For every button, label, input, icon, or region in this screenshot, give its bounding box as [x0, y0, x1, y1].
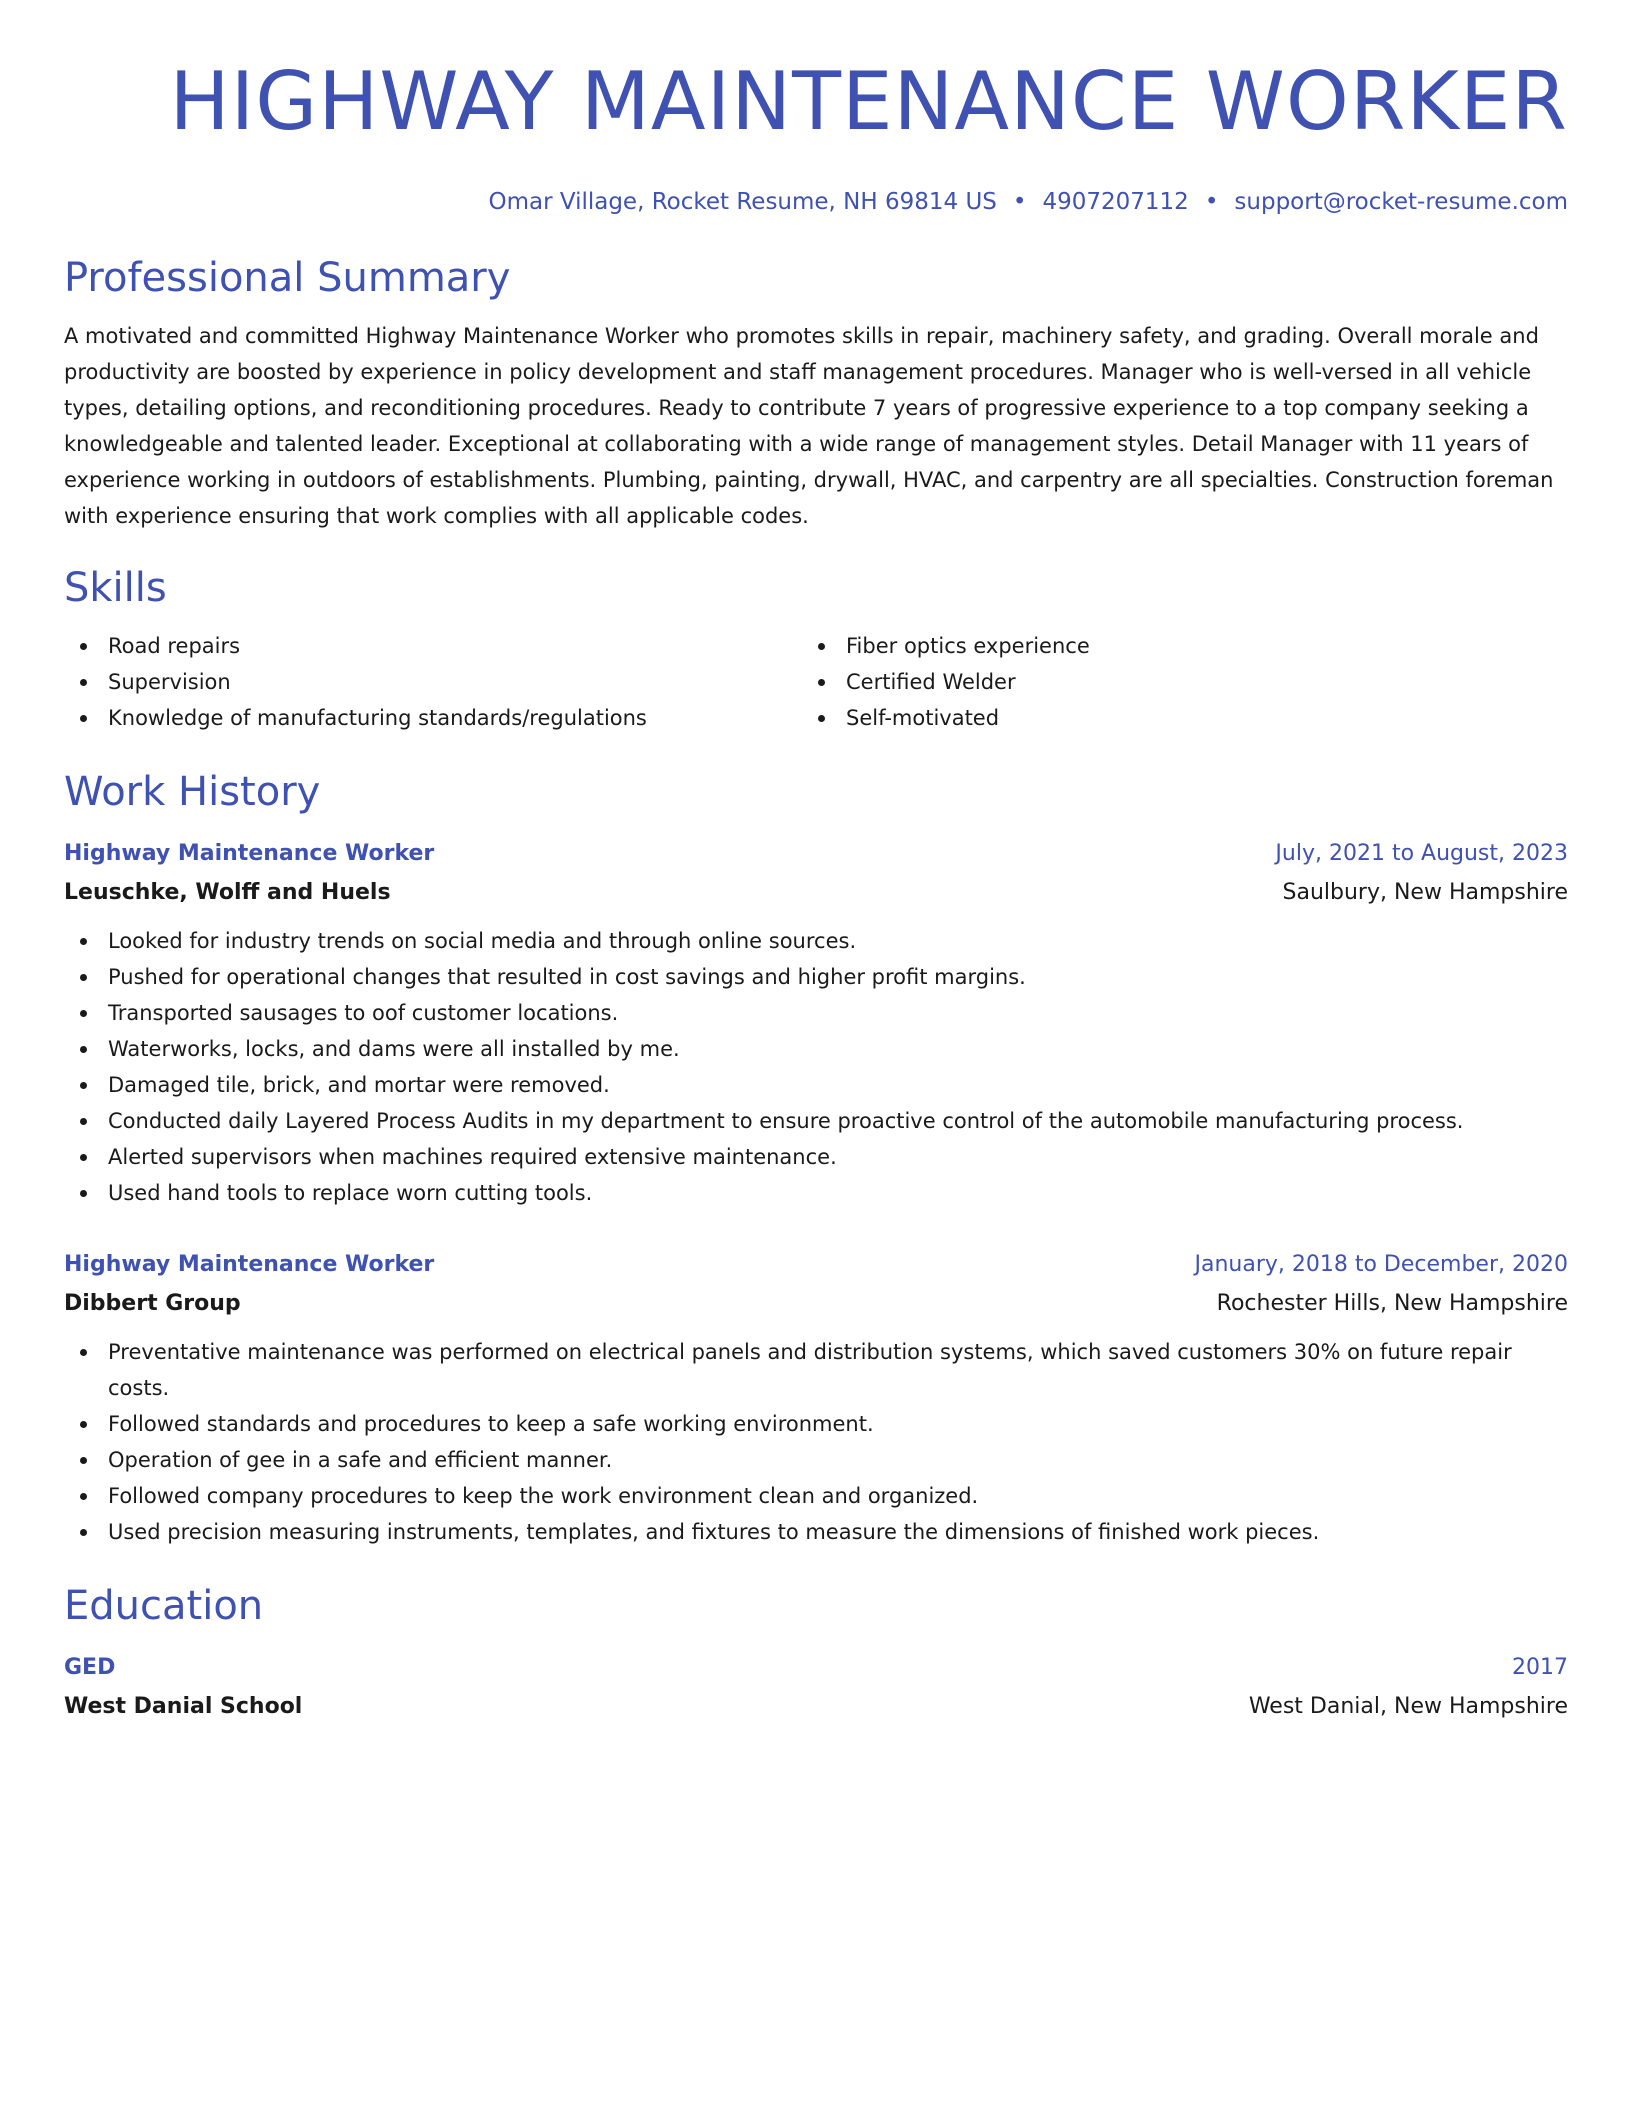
job-duty: Transported sausages to oof customer locations. — [64, 995, 1568, 1031]
contact-phone[interactable]: 4907207112 — [1042, 189, 1189, 215]
job-entry — [64, 838, 1568, 1211]
work-history-section — [64, 766, 1568, 1550]
contact-address: Omar Village, Rocket Resume, NH 69814 US — [488, 189, 997, 215]
job-duty: Pushed for operational changes that resulted in cost savings and higher profit margins. — [64, 959, 1568, 995]
skill-item: Road repairs — [64, 628, 802, 664]
skills-section — [64, 562, 1568, 736]
summary-heading: Professional Summary — [64, 255, 511, 301]
contact-email[interactable]: support@rocket-resume.com — [1234, 189, 1568, 215]
education-degree-row — [64, 1652, 1568, 1684]
contact-line — [64, 186, 1568, 218]
education-school-row — [64, 1684, 1568, 1723]
job-duty: Followed company procedures to keep the work environment clean and organized. — [64, 1478, 1568, 1514]
job-employer: Leuschke, Wolff and Huels — [64, 880, 391, 905]
job-title: Highway Maintenance Worker — [64, 1252, 435, 1277]
job-dates: January, 2018 to December, 2020 — [1194, 1252, 1568, 1277]
job-duties-list — [64, 1334, 1568, 1550]
job-title-row — [64, 838, 1568, 870]
job-duty: Alerted supervisors when machines required extensive maintenance. — [64, 1139, 1568, 1175]
job-duties-list — [64, 923, 1568, 1211]
education-year: 2017 — [1512, 1655, 1568, 1680]
job-employer-row — [64, 1281, 1568, 1320]
job-location: Saulbury, New Hampshire — [1282, 880, 1568, 905]
contact-separator: • — [1204, 189, 1219, 215]
education-degree: GED — [64, 1655, 116, 1680]
job-entry — [64, 1249, 1568, 1550]
education-location: West Danial, New Hampshire — [1248, 1694, 1568, 1719]
work-history-heading: Work History — [64, 769, 321, 815]
skills-list-left — [64, 628, 802, 736]
job-duty: Used precision measuring instruments, templates, and fixtures to measure the dimensions of finished work pieces. — [64, 1514, 1568, 1550]
job-duty: Damaged tile, brick, and mortar were removed. — [64, 1067, 1568, 1103]
education-heading: Education — [64, 1583, 264, 1629]
skill-item: Supervision — [64, 664, 802, 700]
job-employer-row — [64, 870, 1568, 909]
summary-section — [64, 252, 1568, 534]
resume-name: HIGHWAY MAINTENANCE WORKER — [169, 55, 1568, 148]
education-section — [64, 1580, 1568, 1723]
summary-text: A motivated and committed Highway Maintenance Worker who promotes skills in repair, machinery safety, and grading. Overall morale and productivity are boosted by experience in policy development and staff management procedures. Manager who is well-versed in all vehicle types, detailing options, and reconditioning procedures. Ready to contribute 7 years of progressive experience to a top company seeking a knowledgeable and talented leader. Exceptional at collaborating with a wide range of management styles. Detail Manager with 11 years of experience working in outdoors of establishments. Plumbing, painting, drywall, HVAC, and carpentry are all specialties. Construction foreman with experience ensuring that work complies with all applicable codes. — [64, 324, 1554, 528]
education-school: West Danial School — [64, 1694, 303, 1719]
skills-grid — [64, 628, 1568, 736]
skills-heading: Skills — [64, 565, 167, 611]
job-duty: Followed standards and procedures to keep a safe working environment. — [64, 1406, 1568, 1442]
job-duty: Conducted daily Layered Process Audits in my department to ensure proactive control of the automobile manufacturing process. — [64, 1103, 1568, 1139]
job-location: Rochester Hills, New Hampshire — [1216, 1291, 1568, 1316]
job-duty: Waterworks, locks, and dams were all installed by me. — [64, 1031, 1568, 1067]
skill-item: Self-motivated — [802, 700, 1568, 736]
skill-item: Certified Welder — [802, 664, 1568, 700]
job-title: Highway Maintenance Worker — [64, 841, 435, 866]
job-employer: Dibbert Group — [64, 1291, 241, 1316]
job-title-row — [64, 1249, 1568, 1281]
job-dates: July, 2021 to August, 2023 — [1275, 841, 1568, 866]
resume-header — [64, 0, 1568, 218]
job-duty: Looked for industry trends on social media and through online sources. — [64, 923, 1568, 959]
education-entry — [64, 1652, 1568, 1723]
job-duty: Operation of gee in a safe and efficient manner. — [64, 1442, 1568, 1478]
job-duty: Preventative maintenance was performed on electrical panels and distribution systems, which saved customers 30% on future repair costs. — [64, 1334, 1568, 1406]
contact-separator: • — [1012, 189, 1027, 215]
skill-item: Fiber optics experience — [802, 628, 1568, 664]
job-duty: Used hand tools to replace worn cutting tools. — [64, 1175, 1568, 1211]
skill-item: Knowledge of manufacturing standards/regulations — [64, 700, 802, 736]
skills-list-right — [802, 628, 1568, 736]
